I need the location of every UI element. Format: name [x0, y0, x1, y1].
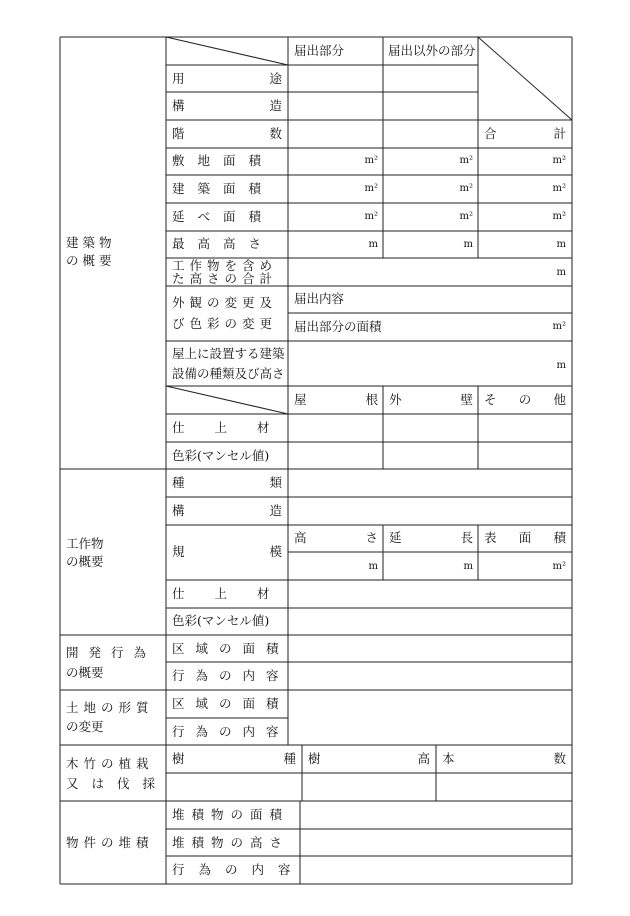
section-label-kousaku-2 — [66, 555, 160, 569]
kousaku-c5: 概 — [78, 554, 92, 569]
gaiheki-char-1: 外 — [389, 392, 402, 407]
section-label-chikuboku-1: 木竹の植栽 — [66, 756, 154, 771]
row-label-saikou-takasa: 最高高さ — [172, 236, 275, 251]
row-label-okujou-1: 屋上に設置する建築 — [172, 346, 285, 361]
section-label-chikuboku-2: 又は伐採 — [66, 776, 169, 791]
kaihatsu-label-line-2 — [66, 666, 160, 680]
unit-saikou-3: m — [556, 239, 566, 250]
row-label-taiseki-menseki: 堆積物の面積 — [172, 807, 290, 822]
unit-shikichi-2: m² — [459, 155, 473, 166]
row-label-kousakubutsu-2: た高さの合計 — [172, 271, 278, 286]
unit-nobe-2: m² — [459, 211, 473, 222]
kousaku-kouzou-char-2: 造 — [269, 503, 282, 518]
header-text: 届出部分 — [294, 43, 345, 58]
honsu-char-2: 数 — [553, 751, 566, 766]
kaihatsu-c3: 要 — [91, 665, 104, 680]
kouzou-char-2: 造 — [269, 98, 282, 113]
youto-char-1: 用 — [172, 71, 185, 86]
row-label-kaihatsu-kuiki: 区域の面積 — [172, 641, 290, 656]
unit-saikou-2: m — [463, 239, 473, 250]
shurui-char-2: 類 — [269, 475, 282, 490]
yane-label — [294, 393, 378, 407]
enchou-char-2: 長 — [460, 530, 473, 545]
unit-kenchiku-3: m² — [552, 183, 566, 194]
kibo-char-2: 模 — [269, 544, 282, 559]
yane-char-1: 屋 — [294, 392, 307, 407]
row-label-youto — [172, 72, 282, 86]
sonota-char-2: の — [518, 392, 532, 407]
section-label-taiseki: 物件の堆積 — [66, 835, 154, 850]
jukou-char-2: 高 — [417, 751, 430, 766]
kaisu-char-1: 階 — [172, 126, 185, 141]
unit-kenchiku-1: m² — [364, 183, 378, 194]
todokede-naiyou-label: 届出内容 — [294, 291, 345, 306]
row-label-kibo — [172, 545, 282, 559]
unit-okujou: m — [556, 360, 566, 371]
row-label-gaikan-2: び色彩の変更 — [172, 316, 278, 331]
kousaku-c3: 物 — [91, 536, 104, 551]
hyoumenseki-char-2: 面 — [518, 530, 532, 545]
row-label-kaihatsu-naiyou: 行為の内容 — [172, 668, 290, 683]
gaiheki-label — [389, 393, 473, 407]
tochi-c2: 変 — [78, 719, 92, 734]
row-label-nobe-menseki: 延べ面積 — [172, 209, 275, 224]
row-label-gaikan-1: 外観の変更及 — [172, 295, 278, 310]
row-label-shurui — [172, 476, 282, 490]
unit-nobe-3: m² — [552, 211, 566, 222]
hyoumenseki-char-3: 積 — [553, 530, 566, 545]
kousaku-c2: 作 — [78, 536, 92, 551]
jushu-label — [172, 752, 296, 766]
row-label-taiseki-takasa: 堆積物の高さ — [172, 835, 290, 850]
goukei-char-2: 計 — [553, 126, 566, 141]
honsu-char-1: 本 — [442, 751, 455, 766]
jushu-char-2: 種 — [283, 751, 296, 766]
unit-kousakubutsu: m — [556, 267, 566, 278]
jukou-label — [308, 752, 430, 766]
row-label-okujou-2: 設備の種類及び高さ — [172, 366, 285, 381]
gaiheki-char-2: 壁 — [460, 392, 473, 407]
yane-char-2: 根 — [365, 392, 378, 407]
row-label-kousaku-kouzou — [172, 504, 282, 518]
unit-saikou-1: m — [368, 239, 378, 250]
row-label-taiseki-naiyou: 行為の内容 — [172, 862, 305, 877]
kousaku-label-line-2 — [66, 555, 160, 569]
goukei-char-1: 合 — [484, 126, 497, 141]
section-label-tochi-2 — [66, 720, 160, 734]
section-label-tochi-1: 土地の形質 — [66, 700, 154, 715]
honsu-label — [442, 752, 566, 766]
section-label-kaihatsu-1: 開発行為 — [66, 645, 157, 660]
row-label-kousaku-shikisai: 色彩(マンセル値) — [172, 613, 270, 628]
jushu-char-1: 樹 — [172, 751, 185, 766]
unit-enchou: m — [463, 561, 473, 572]
jukou-char-1: 樹 — [308, 751, 321, 766]
youto-char-2: 途 — [269, 71, 282, 86]
unit-nobe-1: m² — [364, 211, 378, 222]
unit-hyoumenseki: m² — [552, 561, 566, 572]
row-label-shiage: 仕上材 — [172, 420, 300, 435]
unit-kenchiku-2: m² — [459, 183, 473, 194]
takasa-label — [294, 531, 378, 545]
kousaku-c1: 工 — [66, 536, 79, 551]
hyoumenseki-label — [484, 531, 566, 545]
unit-shikichi-3: m² — [552, 155, 566, 166]
header-todokede-bubun — [294, 44, 378, 58]
kouzou-char-1: 構 — [172, 98, 185, 113]
takasa-char-1: 高 — [294, 530, 307, 545]
kaihatsu-c1: の — [66, 665, 79, 680]
sonota-char-3: 他 — [553, 392, 566, 407]
row-label-kouzou — [172, 99, 282, 113]
row-label-kenchiku-menseki: 建築面積 — [172, 181, 275, 196]
enchou-char-1: 延 — [389, 530, 402, 545]
tochi-c3: 更 — [91, 719, 104, 734]
section-label-kousaku-1 — [66, 537, 160, 551]
goukei-label — [484, 127, 566, 141]
unit-shikichi-1: m² — [364, 155, 378, 166]
shurui-char-1: 種 — [172, 475, 185, 490]
row-label-kousakubutsu-1: 工作物を含め — [172, 258, 278, 273]
enchou-label — [389, 531, 473, 545]
row-label-kaisu — [172, 127, 282, 141]
kibo-char-1: 規 — [172, 544, 185, 559]
section-label-kenchiku-2: の 概 要 — [66, 253, 112, 268]
row-label-shikichi-menseki: 敷地面積 — [172, 153, 275, 168]
unit-todokede-menseki: m² — [552, 321, 566, 332]
unit-takasa: m — [368, 561, 378, 572]
hyoumenseki-char-1: 表 — [484, 530, 497, 545]
kaisu-char-2: 数 — [269, 126, 282, 141]
takasa-char-2: さ — [365, 530, 378, 545]
tochi-label-line-2 — [66, 720, 160, 734]
tochi-c1: の — [66, 719, 79, 734]
todokede-menseki-label: 届出部分の面積 — [294, 319, 382, 334]
row-label-tochi-naiyou: 行為の内容 — [172, 724, 290, 739]
row-label-shikisai: 色彩(マンセル値) — [172, 448, 270, 463]
kousaku-c4: の — [66, 554, 79, 569]
sonota-char-1: そ — [484, 392, 497, 407]
section-label-kaihatsu-2 — [66, 666, 160, 680]
kousaku-label-line-1 — [66, 537, 160, 551]
section-label-kenchiku-1: 建 築 物 — [66, 235, 112, 250]
sonota-label — [484, 393, 566, 407]
kousaku-kouzou-char-1: 構 — [172, 503, 185, 518]
row-label-kousaku-shiage: 仕上材 — [172, 586, 300, 601]
kousaku-c6: 要 — [91, 554, 104, 569]
row-label-tochi-kuiki: 区域の面積 — [172, 696, 290, 711]
kaihatsu-c2: 概 — [78, 665, 92, 680]
header-igai-bubun: 届出以外の部分 — [388, 43, 476, 58]
